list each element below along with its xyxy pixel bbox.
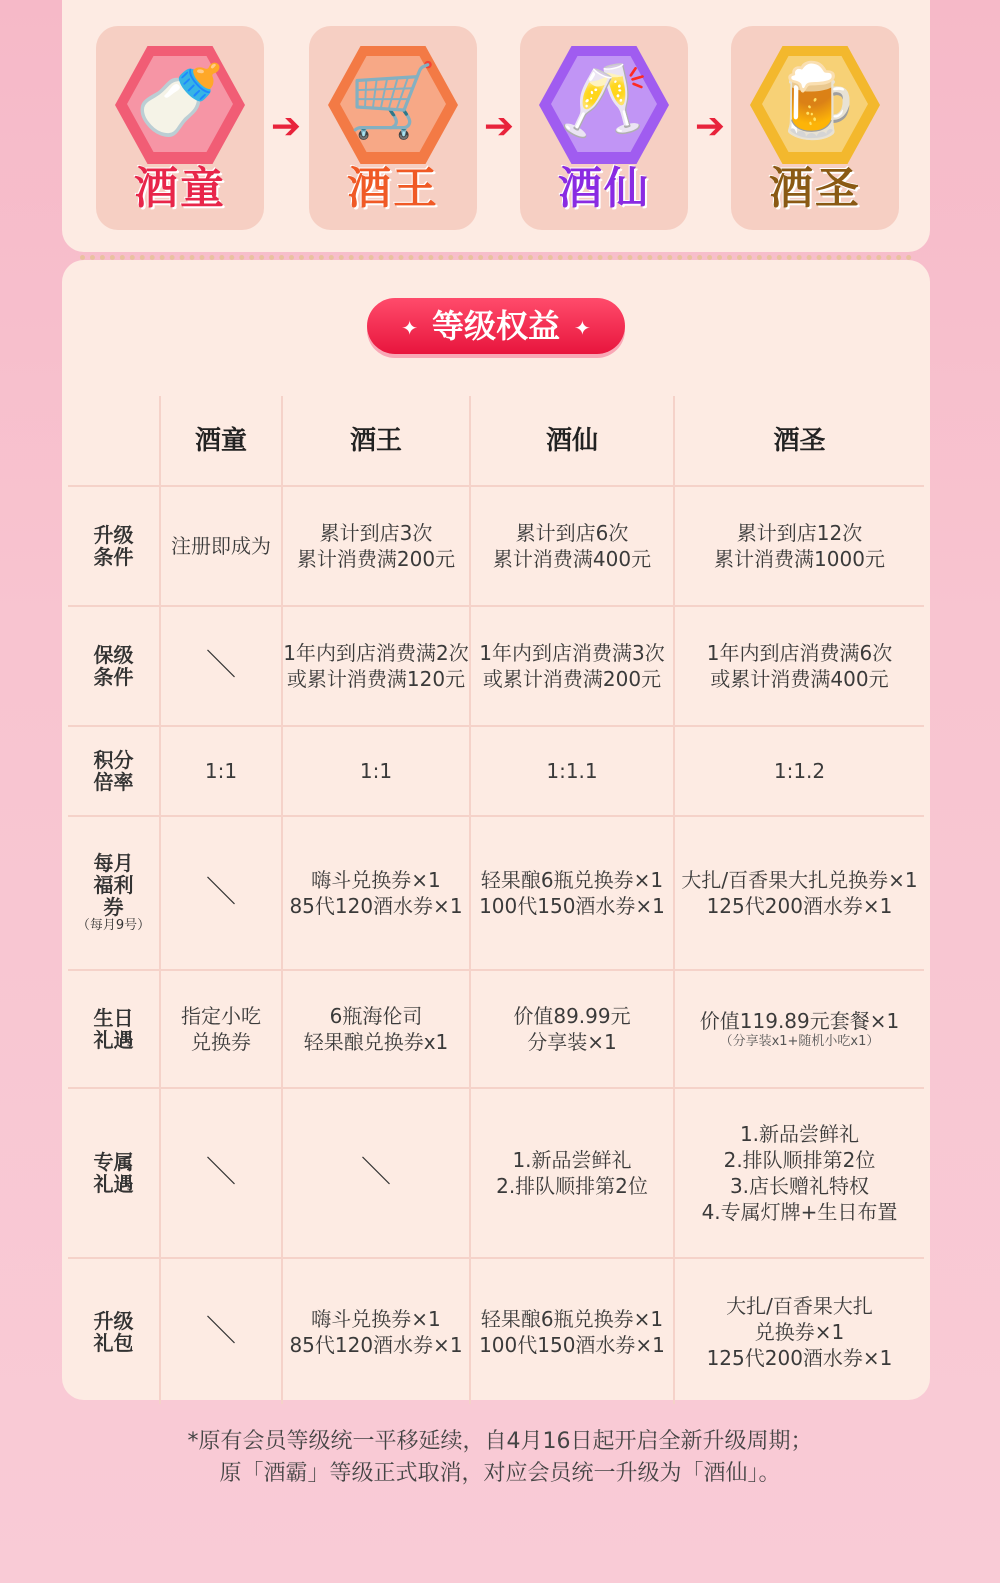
table-header-row bbox=[68, 396, 924, 486]
arrow-right-icon: ➔ bbox=[694, 106, 726, 147]
cell-text: 85代120酒水券×1 bbox=[289, 1332, 463, 1357]
not-applicable-mark: ＼ bbox=[206, 1155, 236, 1190]
header-level-3: 酒仙 bbox=[470, 396, 674, 486]
table-cell bbox=[470, 726, 674, 816]
cell-text: 1.新品尝鲜礼 bbox=[739, 1122, 860, 1146]
cell-text: 125代200酒水券×1 bbox=[706, 1345, 893, 1370]
clinking-glasses-icon: 🥂 bbox=[559, 58, 649, 142]
cell-text: 2.排队顺排第2位 bbox=[496, 1174, 648, 1198]
table-cell bbox=[160, 606, 282, 726]
table-cell bbox=[160, 486, 282, 606]
table-cell bbox=[470, 970, 674, 1088]
row-label bbox=[68, 606, 160, 726]
table-cell bbox=[282, 970, 470, 1088]
arrow-right-icon: ➔ bbox=[270, 106, 302, 147]
cell-text: 轻果酿6瓶兑换券×1 bbox=[480, 868, 664, 892]
section-title bbox=[367, 298, 625, 354]
table-cell bbox=[160, 816, 282, 970]
table-cell bbox=[674, 726, 924, 816]
cell-text: 125代200酒水券×1 bbox=[706, 894, 893, 918]
cell-text: 1:1.2 bbox=[773, 759, 826, 783]
row-label bbox=[68, 726, 160, 816]
cell-text: 1年内到店消费满3次 bbox=[479, 641, 665, 665]
row-label-text: 保级条件 bbox=[93, 643, 134, 689]
table-cell bbox=[470, 486, 674, 606]
beer-mug-icon: 🍺 bbox=[770, 58, 860, 142]
table-row bbox=[68, 486, 924, 606]
sparkle-icon: ✦ bbox=[401, 316, 418, 340]
cell-text: 或累计消费满200元 bbox=[482, 667, 662, 691]
row-label-text: 积分倍率 bbox=[93, 748, 134, 794]
level-card-4 bbox=[731, 26, 899, 230]
level-name: 酒圣 bbox=[769, 163, 861, 214]
footnote-line-1: *原有会员等级统一平移延续，自4月16日起开启全新升级周期； bbox=[187, 1429, 813, 1454]
cell-text: 或累计消费满400元 bbox=[710, 667, 889, 691]
table-cell bbox=[282, 606, 470, 726]
cell-note: （分享装x1+随机小吃x1） bbox=[719, 1034, 880, 1049]
header-level-2: 酒王 bbox=[282, 396, 470, 486]
table-cell bbox=[470, 1258, 674, 1404]
cell-text: 1:1 bbox=[359, 759, 393, 783]
cell-text: 1:1 bbox=[204, 759, 238, 783]
header-corner bbox=[68, 396, 160, 486]
row-label-text: 升级条件 bbox=[93, 523, 134, 569]
table-row bbox=[68, 1088, 924, 1258]
row-sublabel: （每月9号） bbox=[76, 918, 151, 933]
row-label bbox=[68, 486, 160, 606]
cell-text: 兑换券 bbox=[191, 1030, 251, 1054]
shopping-cart-icon: 🛒 bbox=[348, 58, 438, 142]
table-row bbox=[68, 726, 924, 816]
cell-text: 4.专属灯牌+生日布置 bbox=[701, 1200, 898, 1224]
header-level-1: 酒童 bbox=[160, 396, 282, 486]
cell-text: 价值119.89元套餐×1 bbox=[699, 1009, 900, 1033]
row-label-text: 生日礼遇 bbox=[93, 1006, 134, 1052]
not-applicable-mark: ＼ bbox=[361, 1155, 391, 1190]
footnote-line-2: 原「酒霸」等级正式取消，对应会员统一升级为「酒仙」。 bbox=[219, 1461, 781, 1486]
not-applicable-mark: ＼ bbox=[206, 648, 236, 683]
cell-text: 大扎/百香果大扎兑换券×1 bbox=[681, 868, 918, 892]
cell-text: 1:1.1 bbox=[546, 759, 598, 783]
cell-text: 1.新品尝鲜礼 bbox=[512, 1148, 632, 1172]
cell-text: 2.排队顺排第2位 bbox=[723, 1148, 876, 1172]
table-cell bbox=[674, 970, 924, 1088]
cell-text: 价值89.99元 bbox=[513, 1004, 631, 1028]
cell-text: 累计消费满1000元 bbox=[714, 547, 885, 571]
table-cell bbox=[160, 1088, 282, 1258]
table-cell bbox=[282, 1088, 470, 1258]
cell-text: 分享装×1 bbox=[527, 1030, 617, 1054]
cell-text: 100代150酒水券×1 bbox=[479, 894, 665, 918]
table-cell bbox=[470, 1088, 674, 1258]
not-applicable-mark: ＼ bbox=[206, 875, 236, 910]
row-label bbox=[68, 1258, 160, 1404]
level-name: 酒童 bbox=[134, 163, 226, 214]
sparkle-icon: ✦ bbox=[574, 316, 591, 340]
cell-text: 累计到店12次 bbox=[736, 521, 863, 545]
row-label-text: 每月福利券 bbox=[93, 851, 134, 919]
header-level-4: 酒圣 bbox=[674, 396, 924, 486]
table-row bbox=[68, 970, 924, 1088]
table-cell bbox=[160, 970, 282, 1088]
table-cell bbox=[674, 1088, 924, 1258]
table-cell bbox=[282, 726, 470, 816]
row-label-text: 专属礼遇 bbox=[93, 1150, 134, 1196]
row-label-text: 升级礼包 bbox=[93, 1308, 134, 1355]
table-cell bbox=[674, 1258, 924, 1404]
level-name: 酒王 bbox=[347, 163, 439, 214]
row-label bbox=[68, 970, 160, 1088]
not-applicable-mark: ＼ bbox=[206, 1313, 236, 1349]
cell-text: 轻果酿6瓶兑换券×1 bbox=[480, 1306, 664, 1331]
cell-text: 累计到店6次 bbox=[515, 521, 629, 545]
level-card-2 bbox=[309, 26, 477, 230]
row-label bbox=[68, 1088, 160, 1258]
cell-text: 6瓶海伦司 bbox=[329, 1004, 423, 1028]
baby-bottle-icon: 🍼 bbox=[135, 58, 225, 142]
table-cell bbox=[674, 816, 924, 970]
cell-text: 累计消费满400元 bbox=[492, 547, 652, 571]
level-card-1 bbox=[96, 26, 264, 230]
cell-text: 1年内到店消费满6次 bbox=[706, 641, 893, 665]
table-row bbox=[68, 816, 924, 970]
cell-text: 3.店长赠礼特权 bbox=[729, 1174, 870, 1198]
table-cell bbox=[282, 486, 470, 606]
cell-text: 指定小吃 bbox=[181, 1004, 261, 1028]
table-cell bbox=[470, 816, 674, 970]
cell-text: 注册即成为 bbox=[171, 534, 271, 558]
arrow-right-icon: ➔ bbox=[483, 106, 515, 147]
table-cell bbox=[282, 1258, 470, 1404]
table-cell bbox=[160, 1258, 282, 1404]
table-row bbox=[68, 1258, 924, 1404]
table-cell bbox=[160, 726, 282, 816]
table-cell bbox=[470, 606, 674, 726]
cell-text: 累计到店3次 bbox=[319, 521, 433, 545]
cell-text: 大扎/百香果大扎 bbox=[726, 1293, 873, 1318]
footnote bbox=[0, 1426, 1000, 1490]
cell-text: 兑换券×1 bbox=[754, 1319, 845, 1344]
cell-text: 100代150酒水券×1 bbox=[479, 1332, 665, 1357]
row-label bbox=[68, 816, 160, 970]
level-card-3 bbox=[520, 26, 688, 230]
cell-text: 或累计消费满120元 bbox=[286, 667, 466, 691]
section-title-text: 等级权益 bbox=[431, 307, 560, 345]
cell-text: 85代120酒水券×1 bbox=[289, 894, 463, 918]
table-cell bbox=[282, 816, 470, 970]
table-cell bbox=[674, 606, 924, 726]
cell-text: 嗨斗兑换券×1 bbox=[311, 868, 441, 892]
benefits-table bbox=[68, 396, 924, 1404]
table-cell bbox=[674, 486, 924, 606]
cell-text: 累计消费满200元 bbox=[296, 547, 456, 571]
cell-text: 嗨斗兑换券×1 bbox=[311, 1306, 441, 1331]
cell-text: 1年内到店消费满2次 bbox=[283, 641, 469, 665]
cell-text: 轻果酿兑换券x1 bbox=[303, 1030, 449, 1054]
level-name: 酒仙 bbox=[558, 163, 650, 214]
table-row bbox=[68, 606, 924, 726]
